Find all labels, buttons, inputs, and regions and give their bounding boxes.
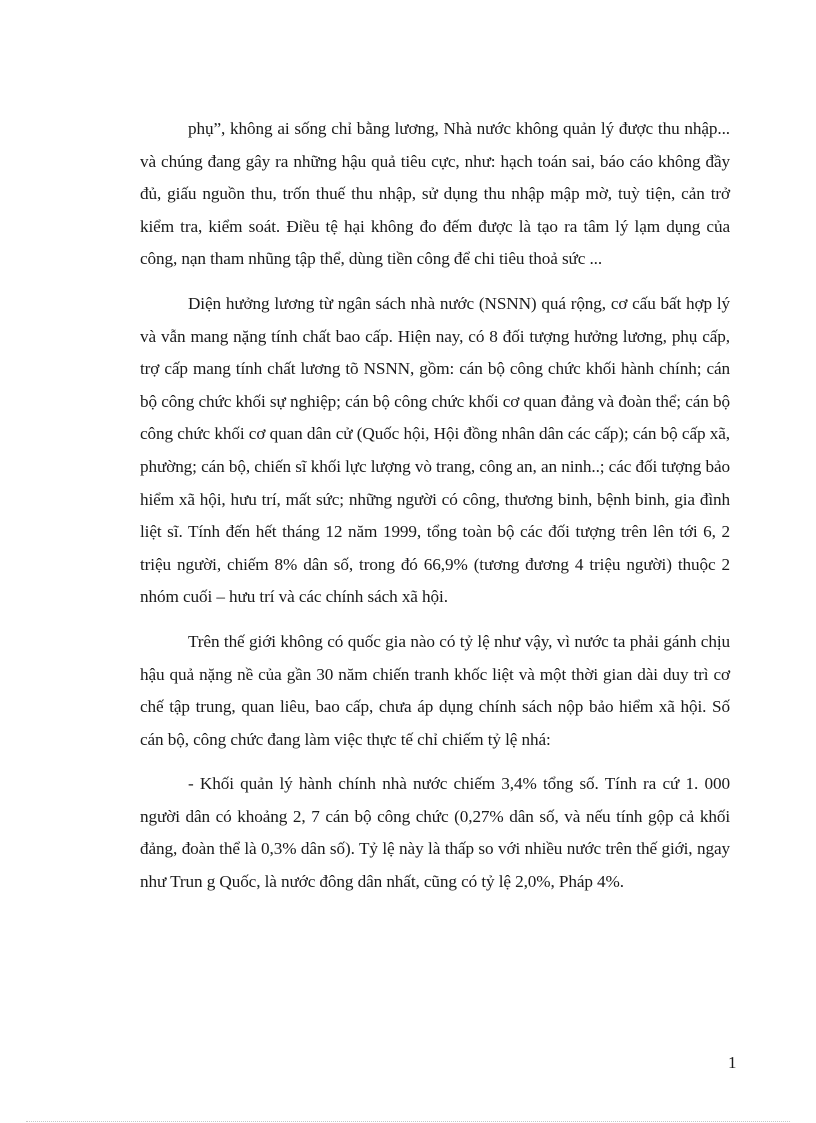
- paragraph-4: - Khối quản lý hành chính nhà nước chiếm 3,4% tổng số. Tính ra cứ 1. 000 người dân có khoảng 2, 7 cán bộ công chức (0,27% dân số, và nếu tính gộp cả khối đảng, đoàn thể là 0,3% dân số). Tỷ lệ này là thấp so với nhiều nước trên thế giới, ngay như Trun g Quốc, là nước đông dân nhất, cũng có tỷ lệ 2,0%, Pháp 4%.: [140, 774, 730, 892]
- paragraph-2: Diện hưởng lương từ ngân sách nhà nước (NSNN) quá rộng, cơ cấu bất hợp lý và vẫn mang nặng tính chất bao cấp. Hiện nay, có 8 đối tượng hưởng lương, phụ cấp, trợ cấp mang tính chất lương tõ NSNN, gồm: cán bộ công chức khối hành chính; cán bộ công chức khối sự nghiệp; cán bộ công chức khối cơ quan đảng và đoàn thể; cán bộ công chức khối cơ quan dân cử (Quốc hội, Hội đồng nhân dân các cấp); cán bộ cấp xã, phường; cán bộ, chiến sĩ khối lực lượng vò trang, công an, an ninh..; các đối tượng bảo hiểm xã hội, hưu trí, mất sức; những người có công, thương binh, bệnh binh, gia đình liệt sĩ. Tính đến hết tháng 12 năm 1999, tổng toàn bộ các đối tượng trên lên tới 6, 2 triệu người, chiếm 8% dân số, trong đó 66,9% (tương đương 4 triệu người) thuộc 2 nhóm cuối – hưu trí và các chính sách xã hội.: [140, 293, 730, 607]
- body-text: [140, 113, 730, 911]
- page-number: 1: [728, 1053, 737, 1072]
- paragraph-3: Trên thế giới không có quốc gia nào có tỷ lệ như vậy, vì nước ta phải gánh chịu hậu quả nặng nề của gần 30 năm chiến tranh khốc liệt và một thời gian dài duy trì cơ chế tập trung, quan liêu, bao cấp, chưa áp dụng chính sách nộp bảo hiểm xã hội. Số cán bộ, công chức đang làm việc thực tế chỉ chiếm tỷ lệ nhá:: [140, 631, 730, 749]
- page-divider: [26, 1121, 790, 1122]
- paragraph-1: phụ”, không ai sống chỉ bằng lương, Nhà nước không quản lý được thu nhập... và chúng đang gây ra những hậu quả tiêu cực, như: hạch toán sai, báo cáo không đầy đủ, giấu nguồn thu, trốn thuế thu nhập, sử dụng thu nhập mập mờ, tuỳ tiện, cản trở kiểm tra, kiểm soát. Điều tệ hại không đo đếm được là tạo ra tâm lý lạm dụng của công, nạn tham nhũng tập thể, dùng tiền công để chi tiêu thoả sức ...: [140, 119, 730, 269]
